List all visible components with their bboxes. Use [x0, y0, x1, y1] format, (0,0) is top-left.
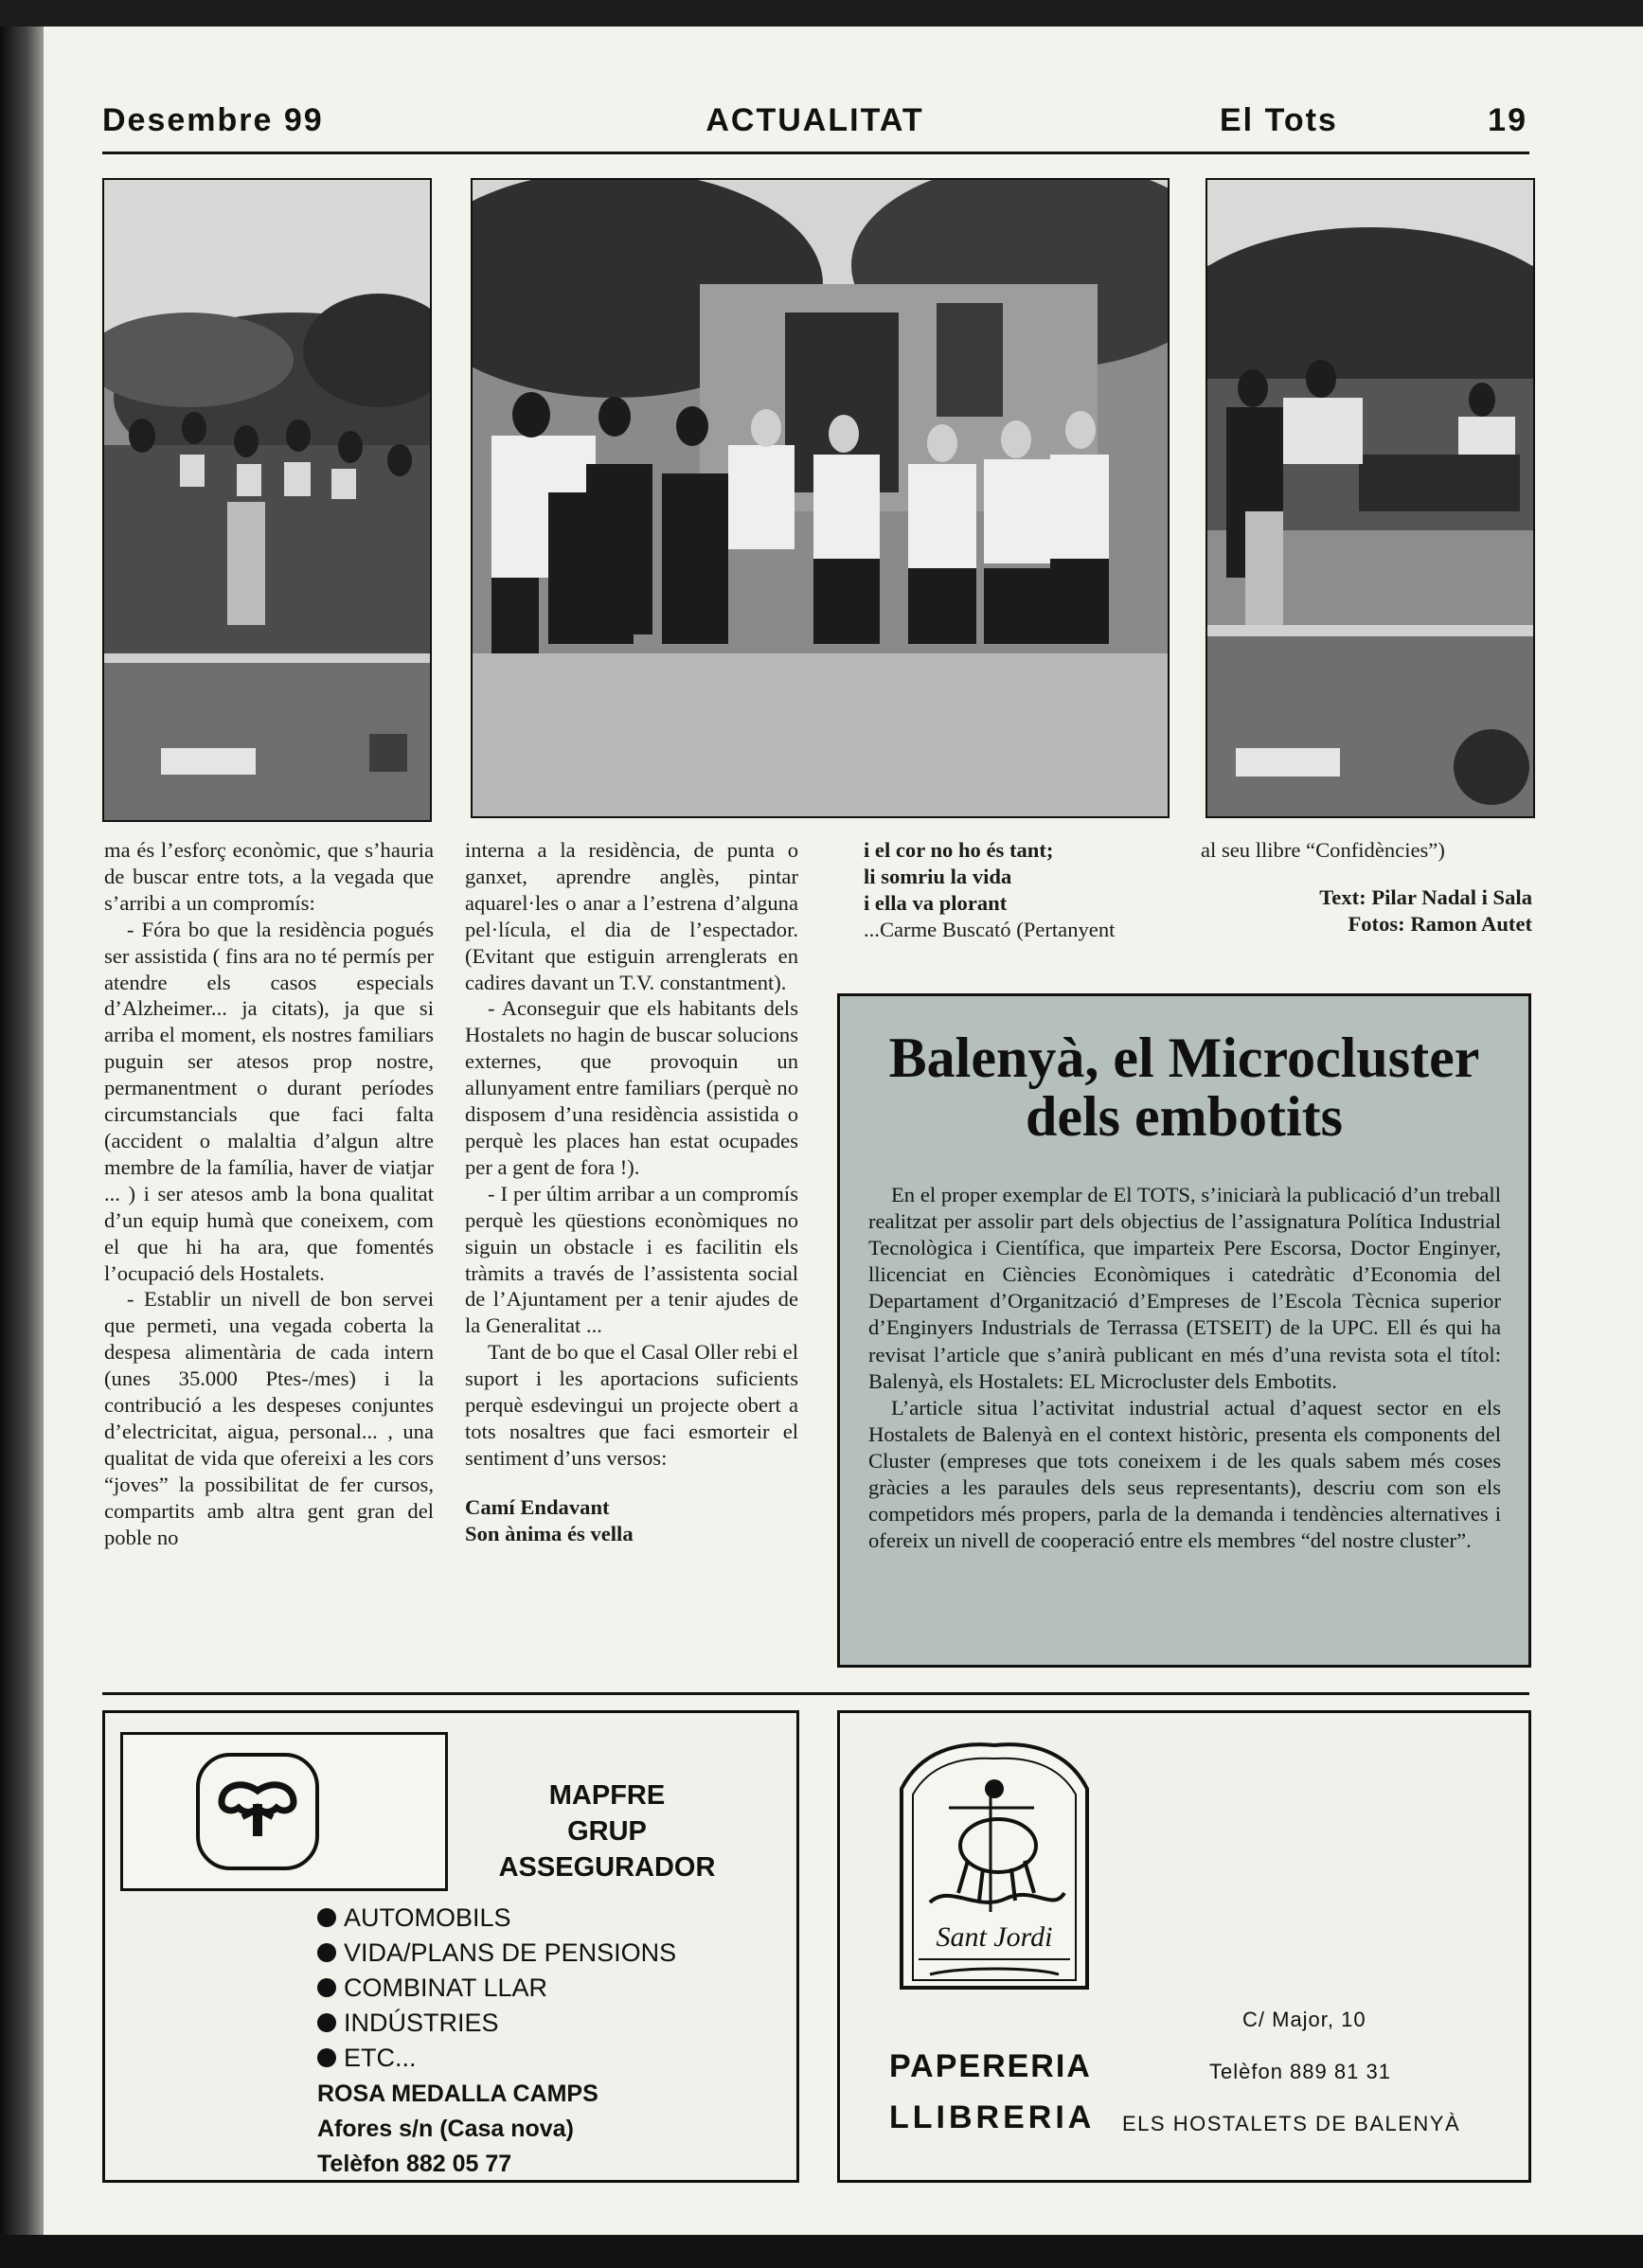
emblem-text: Sant Jordi — [936, 1921, 1053, 1953]
header-date: Desembre 99 — [102, 102, 324, 138]
column-paragraph: - Establir un nivell de bon servei que permeti, una vegada coberta la despesa alimentària de cada intern (unes 35.000 Ptes-/mes) i la contribució a les despeses conjuntes d’electricitat, aigua, personal... , una qualitat de vida que ofereixi a les cors “joves” la possibilitat de fer cursos, compartits amb altra gent gran del poble no — [104, 1287, 434, 1549]
list-item: COMBINAT LLAR — [317, 1971, 762, 2006]
article-column-1 — [104, 837, 434, 1550]
mapfre-title-line: MAPFRE — [548, 1780, 666, 1811]
list-item: VIDA/PLANS DE PENSIONS — [317, 1936, 762, 1971]
mapfre-tree-logo-icon — [196, 1753, 319, 1870]
mapfre-title — [465, 1777, 749, 1885]
header-section: ACTUALITAT — [705, 102, 924, 138]
poem-attribution: ...Carme Buscató (Pertanyent — [864, 917, 1116, 941]
mapfre-logo-box — [120, 1732, 448, 1891]
musicians-on-stage-photo — [1205, 178, 1535, 818]
feature-paragraph: L’article situa l’activitat industrial actual d’aquest sector en els Hostalets de Balenyà en el context històric, presenta els components del Cluster (empreses que tots coneixem i de les quals sabem més coses gràcies a les paraules dels seus representants), descriu com son els competidors més propers, parla de la demanda i tendències alternatives i ofereix un nivell de cooperació entre els membres “del nostre cluster”. — [868, 1395, 1501, 1553]
mapfre-title-line: ASSEGURADOR — [498, 1852, 716, 1883]
contact-phone: Telèfon 882 05 77 — [317, 2151, 512, 2177]
article-column-2 — [465, 837, 798, 1547]
poem-line: Son ànima és vella — [465, 1521, 634, 1545]
poem-title: Camí Endavant — [465, 1494, 610, 1519]
shop-street-address: C/ Major, 10 — [1242, 2008, 1366, 2031]
ads-separator-rule — [102, 1692, 1529, 1695]
contact-address: Afores s/n (Casa nova) — [317, 2116, 574, 2142]
feature-paragraph: En el proper exemplar de El TOTS, s’iniciarà la publicació d’un treball realitzat per assolir part dels objectius de l’assignatura Política Industrial Tecnològica i Científica, que imparteix Pere Escorsa, Doctor Enginyer, llicenciat en Ciències Econòmiques i catedràtic d’Economia del Departament d’Organització d’Empreses de l’Escola Tècnica superior d’Enginyers Industrials de Terrassa (ETSEIT) de la UPC. Ell és qui ha revisat l’article que s’anirà publicant en més d’una revista sota el títol: Balenyà, els Hostalets: EL Microcluster dels Embotits. — [868, 1183, 1501, 1393]
page-binding-shadow — [0, 27, 44, 2235]
poem-line: i el cor no ho és tant; — [864, 838, 1054, 862]
llibreria-label: LLIBRERIA — [889, 2099, 1096, 2135]
article-column-4 — [1201, 837, 1532, 938]
header-publication: El Tots — [1220, 102, 1338, 138]
poem-line: li somriu la vida — [864, 864, 1012, 888]
header-page-number: 19 — [1488, 102, 1527, 138]
column-paragraph: - Fóra bo que la residència pogués ser assistida ( fins ara no té permís per atendre els casos especials d’Alzheimer... ja citats), ja que si arriba el moment, els nostres familiars puguin ser atesos prop nostre, permanentment o durant períodes circumstancials que faci falta (accident o malaltia d’algun altre membre de la família, haver de viatjar ... ) i ser atesos amb la bona qualitat d’un equip humà que coneixem, com el que hi ha ara, que fomentés l’ocupació dels Hostalets. — [104, 917, 434, 1285]
page-header — [102, 102, 1527, 150]
mapfre-advertisement — [102, 1710, 799, 2183]
column-paragraph: - Aconseguir que els habitants dels Hostalets no hagin de buscar solucions externes, que provoquin un allunyament entre familiars (perquè no disposem d’una residència assistida o perquè les places han estat ocupades per a gent de fora !). — [465, 996, 798, 1179]
mapfre-title-line: GRUP — [567, 1816, 647, 1847]
poem-line: i ella va plorant — [864, 890, 1008, 915]
choir-with-conductor-photo — [471, 178, 1170, 818]
choir-singing-outdoor-photo — [102, 178, 432, 822]
sant-jordi-dragon-emblem-icon — [892, 1732, 1097, 1997]
shop-town: ELS HOSTALETS DE BALENYÀ — [1122, 2112, 1461, 2135]
photo-credit: Fotos: Ramon Autet — [1348, 911, 1532, 936]
column-paragraph: interna a la residència, de punta o ganxet, aprendre anglès, pintar aquarel·les o anar a l’estrena d’alguna pel·lícula, el dia de l’espectador. (Evitant que estiguin arrenglerats en cadires davant un T.V. constantment). — [465, 838, 798, 994]
column-paragraph: Tant de bo que el Casal Oller rebi el suport i les aportacions suficients perquè esdevingui un projecte obert a tots nosaltres que faci esmorteir el sentiment d’uns versos: — [465, 1340, 798, 1470]
feature-body — [868, 1182, 1501, 1554]
mapfre-services-list — [317, 1901, 762, 2076]
mapfre-contact — [317, 2077, 753, 2182]
feature-title: Balenyà, el Microcluster dels embotits — [888, 1027, 1480, 1148]
article-column-3 — [864, 837, 1197, 943]
list-item: INDÚSTRIES — [317, 2006, 762, 2041]
shop-phone: Telèfon 889 81 31 — [1209, 2060, 1391, 2083]
feature-article-box — [837, 993, 1531, 1668]
papereria-label: PAPERERIA — [889, 2048, 1092, 2084]
column-paragraph: - I per últim arribar a un compromís perquè les qüestions econòmiques no siguin un obstacle i es facilitin els tràmits a través de l’assistenta social de l’Ajuntament per a tenir ajudes de la Generalitat ... — [465, 1181, 798, 1338]
scan-bottom-edge — [0, 2235, 1643, 2268]
header-rule — [102, 152, 1529, 154]
poem-attribution-continued: al seu llibre “Confidències”) — [1201, 838, 1445, 862]
text-credit: Text: Pilar Nadal i Sala — [1319, 884, 1532, 909]
papereria-advertisement — [837, 1710, 1531, 2183]
contact-name: ROSA MEDALLA CAMPS — [317, 2080, 598, 2107]
list-item: ETC... — [317, 2041, 762, 2076]
list-item: AUTOMOBILS — [317, 1901, 762, 1936]
column-paragraph: ma és l’esforç econòmic, que s’hauria de buscar entre tots, a la vegada que s’arribi a un compromís: — [104, 838, 434, 915]
